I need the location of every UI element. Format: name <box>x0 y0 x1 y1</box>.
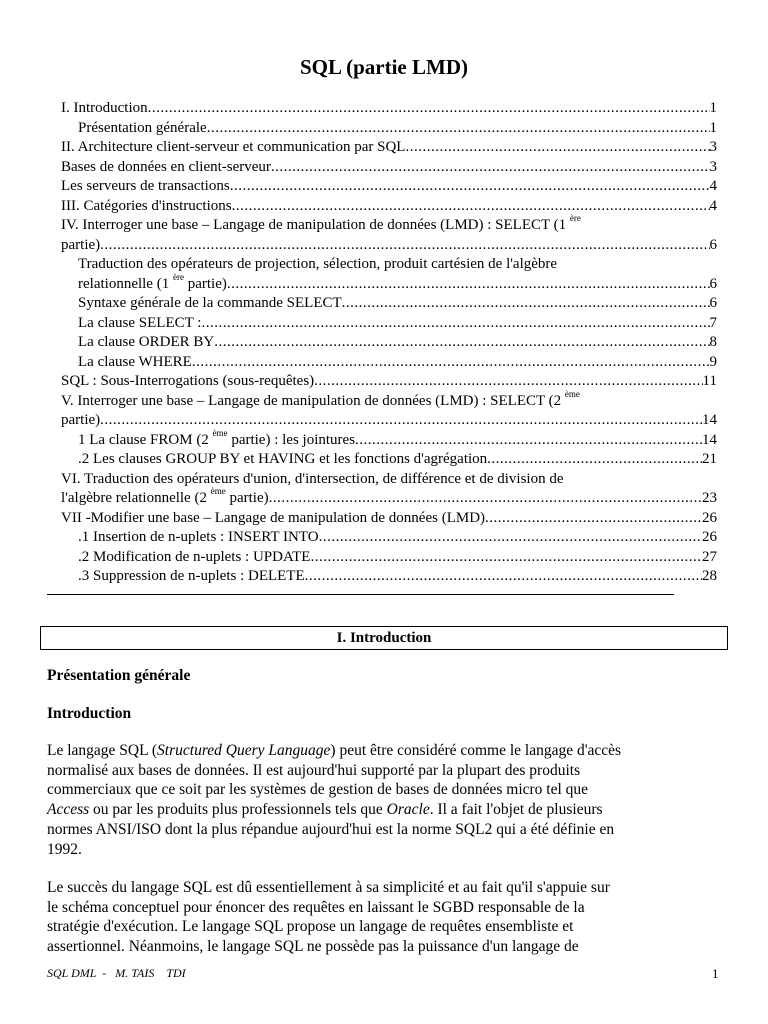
toc-entry-label-continued: partie) <box>183 275 227 292</box>
toc-entry[interactable] <box>61 255 717 294</box>
toc-entry-label-continued: partie) <box>61 412 101 428</box>
toc-entry[interactable] <box>61 509 717 529</box>
toc-entry-label: Syntaxe générale de la commande SELECT <box>78 295 342 311</box>
toc-entry[interactable] <box>61 197 717 217</box>
paragraph-line: commerciaux que ce soit par les systèmes de gestion de bases de données micro tel que <box>47 781 589 799</box>
toc-entry-label: La clause SELECT : <box>78 314 202 331</box>
paragraph-1 <box>47 741 732 859</box>
toc-entry-page: 14 <box>702 431 717 448</box>
toc-entry-page: 3 <box>709 139 717 155</box>
toc-entry[interactable] <box>61 158 717 178</box>
toc-entry-label: Présentation générale <box>78 119 207 136</box>
toc-entry-page: 9 <box>709 353 717 370</box>
toc-entry-label: .2 Les clauses GROUP BY et HAVING et les fonctions d'agrégation <box>78 451 488 467</box>
toc-entry-label: VI. Traduction des opérateurs d'union, d'intersection, de différence et de division de <box>61 470 564 487</box>
toc-entry-label: VII -Modifier une base – Langage de manipulation de données (LMD) <box>61 509 486 526</box>
toc-entry-page: 21 <box>702 451 717 467</box>
toc-entry-page: 26 <box>702 509 717 526</box>
toc-entry-label: V. Interroger une base – Langage de manipulation de données (LMD) : SELECT (2 <box>61 392 565 409</box>
toc-entry-label: Bases de données en client-serveur <box>61 158 271 175</box>
table-of-contents <box>61 99 717 587</box>
toc-entry[interactable] <box>61 548 717 568</box>
toc-entry-label: Les serveurs de transactions <box>61 178 230 194</box>
toc-entry[interactable] <box>61 450 717 470</box>
paragraph-line: Le langage SQL (Structured Query Language) peut être considéré comme le langage d'accès <box>47 742 622 759</box>
toc-entry[interactable] <box>61 333 717 353</box>
toc-entry-label: SQL : Sous-Interrogations (sous-requêtes) <box>61 373 315 389</box>
toc-entry[interactable] <box>61 388 717 431</box>
document-title: SQL (partie LMD) <box>300 55 468 79</box>
paragraph-line: stratégie d'exécution. Le langage SQL propose un langage de requêtes ensembliste et <box>47 918 574 936</box>
toc-entry-page: 6 <box>709 295 717 311</box>
paragraph-2 <box>47 878 732 957</box>
toc-entry-superscript: ère <box>569 213 581 223</box>
toc-entry[interactable] <box>61 353 717 373</box>
toc-entry[interactable] <box>61 314 717 334</box>
toc-entry-label-continued: partie) <box>225 490 269 506</box>
paragraph-line: assertionnel. Néanmoins, le langage SQL ne possède pas la puissance d'un langage de <box>47 938 579 956</box>
toc-entry[interactable] <box>61 213 717 255</box>
toc-entry-page: 14 <box>702 412 717 428</box>
toc-entry[interactable] <box>61 427 717 451</box>
toc-entry-label: I. Introduction <box>61 100 148 116</box>
toc-entry-page: 3 <box>709 158 717 175</box>
toc-entry-label-continued: l'algèbre relationnelle (2 <box>61 490 211 506</box>
toc-entry[interactable] <box>61 119 717 139</box>
toc-entry[interactable] <box>61 528 717 548</box>
toc-entry-page: 7 <box>709 314 717 331</box>
toc-entry[interactable] <box>61 372 717 392</box>
paragraph-line: le schéma conceptuel pour énoncer des requêtes en laissant le SGBD responsable de la <box>47 898 585 916</box>
toc-entry-superscript: ème <box>564 388 580 399</box>
toc-entry-page: 8 <box>709 334 717 350</box>
toc-entry[interactable] <box>61 177 717 197</box>
toc-entry-label: .1 Insertion de n-uplets : INSERT INTO <box>78 529 319 545</box>
toc-entry-superscript: ère <box>172 271 184 282</box>
toc-entry[interactable] <box>61 567 717 587</box>
toc-entry-page: 28 <box>702 568 717 584</box>
paragraph-line: 1992. <box>47 840 82 858</box>
toc-entry-superscript: ème <box>212 427 228 438</box>
toc-entry-label: IV. Interroger une base – Langage de manipulation de données (LMD) : SELECT (1 <box>61 217 570 233</box>
toc-entry-label: Traduction des opérateurs de projection, sélection, produit cartésien de l'algèbre <box>78 256 558 272</box>
toc-entry-page: 23 <box>702 490 717 506</box>
paragraph-line: Access ou par les produits plus professionnels tels que Oracle. Il a fait l'objet de plusieurs <box>47 801 603 819</box>
toc-entry[interactable] <box>61 99 717 119</box>
toc-entry[interactable] <box>61 294 717 314</box>
toc-entry-page: 6 <box>709 275 717 292</box>
toc-entry-label: II. Architecture client-serveur et communication par SQL <box>61 139 406 155</box>
toc-entry-page: 1 <box>709 100 717 116</box>
toc-entry-label: .2 Modification de n-uplets : UPDATE <box>78 548 311 565</box>
toc-entry-page: 11 <box>702 373 717 389</box>
toc-entry-label: La clause WHERE <box>78 353 192 370</box>
toc-entry-page: 4 <box>709 197 717 214</box>
toc-entry-label: La clause ORDER BY <box>78 334 215 350</box>
paragraph-line: normes ANSI/ISO dont la plus répandue aujourd'hui est la norme SQL2 qui a été définie en <box>47 820 615 838</box>
subheading-presentation: Présentation générale <box>47 667 191 684</box>
page-number: 1 <box>712 966 719 981</box>
toc-entry-label: III. Catégories d'instructions <box>61 197 232 214</box>
toc-entry-label-continued: partie) : les jointures <box>227 431 356 448</box>
toc-entry-page: 26 <box>702 529 717 545</box>
paragraph-line: Le succès du langage SQL est dû essentiellement à sa simplicité et au fait qu'il s'appuie sur <box>47 879 610 896</box>
toc-entry-page: 4 <box>709 178 717 194</box>
toc-entry-label: 1 La clause FROM (2 <box>78 431 213 448</box>
toc-entry-page: 27 <box>702 548 717 565</box>
toc-entry-label: .3 Suppression de n-uplets : DELETE <box>78 568 305 584</box>
toc-entry-page: 6 <box>709 236 717 253</box>
section-heading-box <box>40 626 728 650</box>
footer-text: SQL DML - M. TAIS TDI <box>47 966 186 980</box>
toc-entry[interactable] <box>61 138 717 158</box>
toc-entry-label-continued: partie) <box>61 236 101 253</box>
toc-divider <box>47 594 674 595</box>
toc-entry[interactable] <box>61 470 717 509</box>
toc-entry-page: 1 <box>709 119 717 136</box>
paragraph-line: normalisé aux bases de données. Il est aujourd'hui supporté par la plupart des produits <box>47 761 581 779</box>
toc-entry-label-continued: relationnelle (1 <box>78 275 173 292</box>
section-heading: I. Introduction <box>336 630 432 646</box>
subheading-introduction: Introduction <box>47 705 132 722</box>
toc-entry-superscript: ème <box>210 486 226 496</box>
